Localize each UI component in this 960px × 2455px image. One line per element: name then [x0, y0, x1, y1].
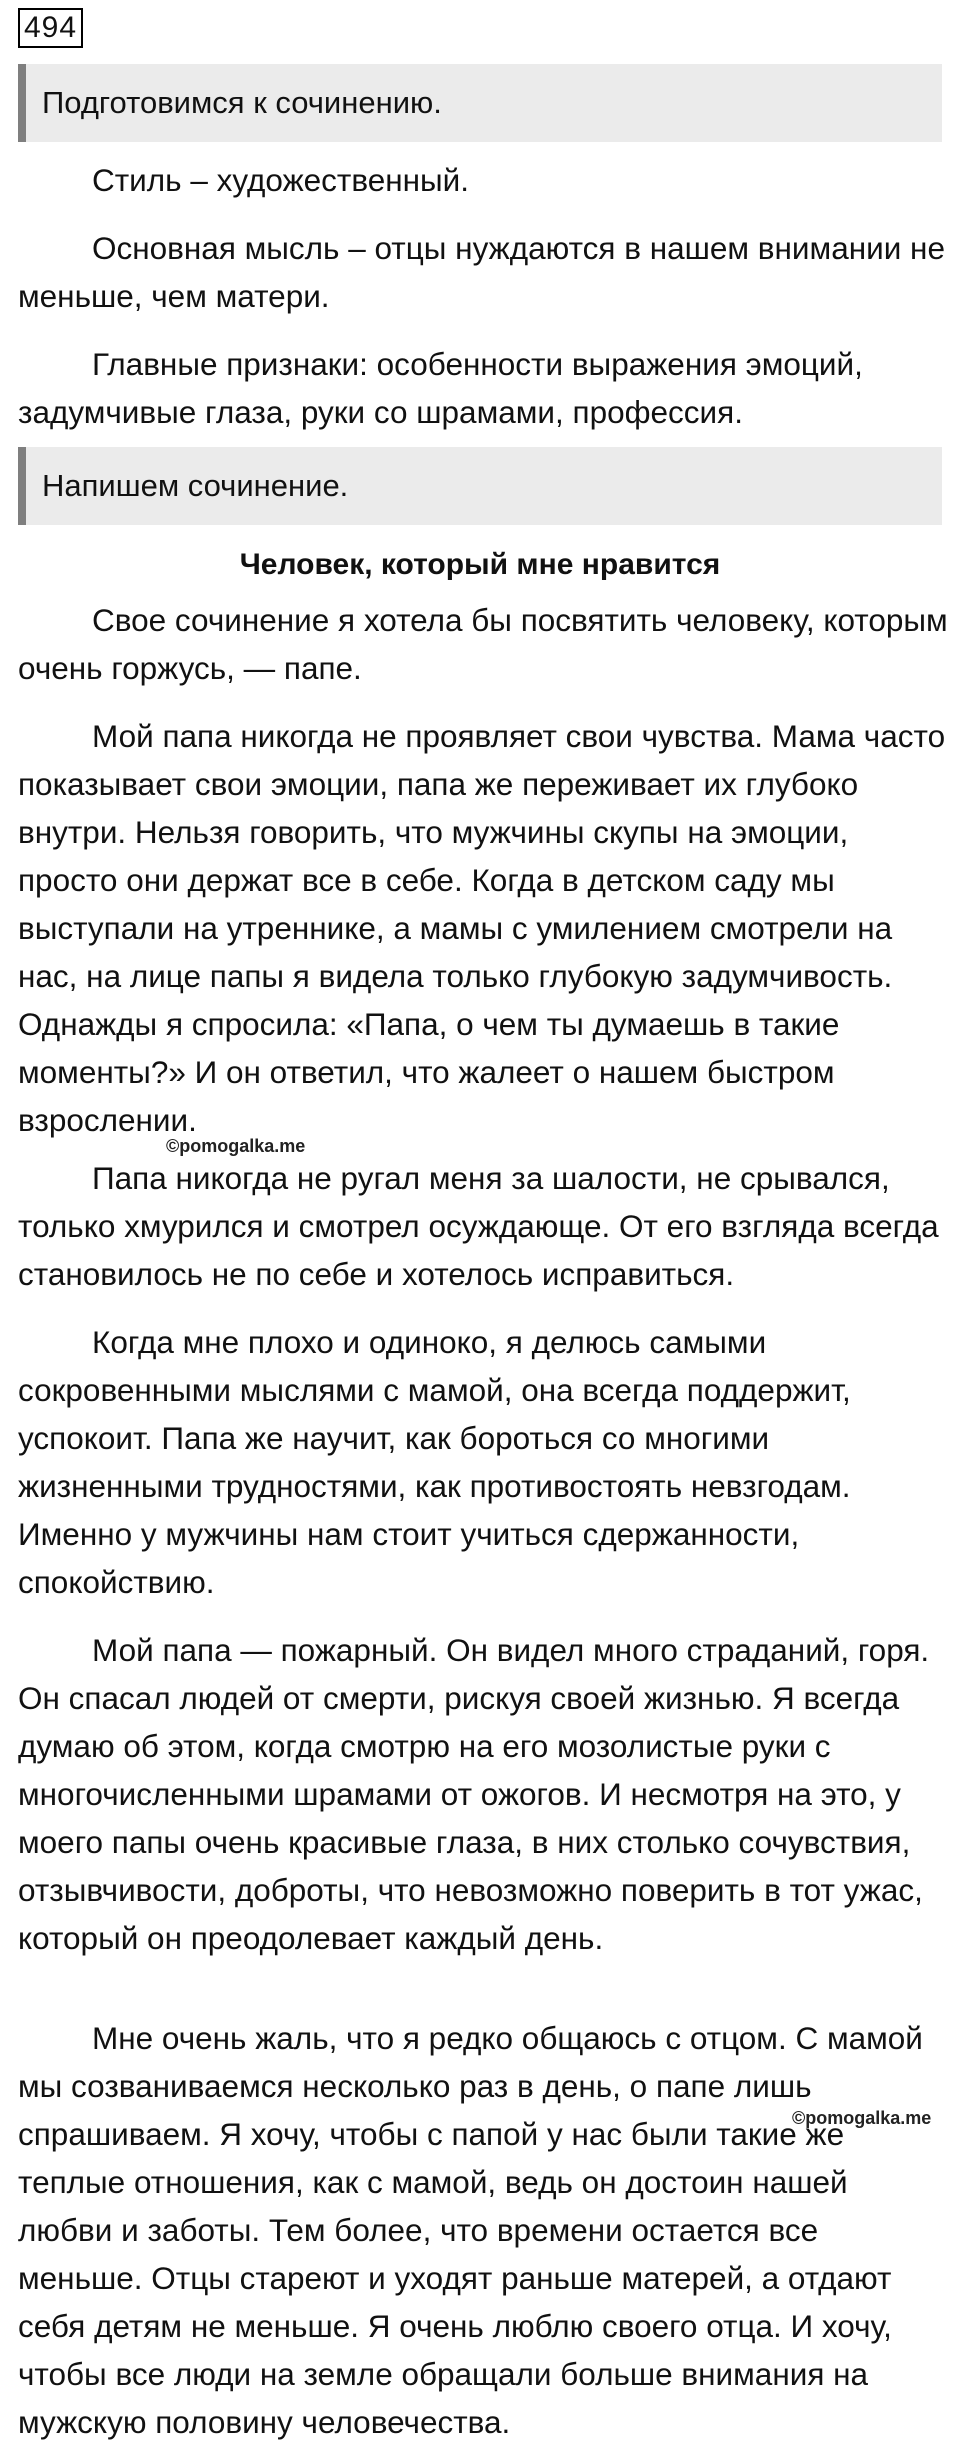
essay-paragraph-6: Мне очень жаль, что я редко общаюсь с отцом. С мамой мы созваниваемся несколько раз в день, о папе лишь спрашиваем. Я хочу, чтобы с папой у нас были такие же теплые отношения, как с мамой, ведь он достоин нашей любви и заботы. Тем более, что времени остается все меньше. Отцы стареют и уходят раньше матерей, а отдают себя детям не меньше. Я очень люблю своего отца. И хочу, чтобы все люди на земле обращали больше внимания на мужскую половину человечества.: [18, 2020, 923, 2440]
prep-style: Стиль – художественный.: [92, 162, 470, 198]
watermark-2: ©pomogalka.me: [792, 2108, 932, 2128]
essay-paragraph-1: Свое сочинение я хотела бы посвятить человеку, которым очень горжусь, — папе.: [18, 602, 948, 686]
essay-paragraph-2: Мой папа никогда не проявляет свои чувства. Мама часто показывает свои эмоции, папа же переживает их глубоко внутри. Нельзя говорить, что мужчины скупы на эмоции, просто они держат все в себе. Когда в детском саду мы выступали на утреннике, а мамы с умилением смотрели на нас, на лице папы я видела только глубокую задумчивость. Однажды я спросила: «Папа, о чем ты думаешь в такие моменты?» И он ответил, что жалеет о нашем быстром взрослении.: [18, 718, 946, 1138]
watermark-1: ©pomogalka.me: [166, 1136, 306, 1156]
exercise-number: 494: [18, 8, 83, 48]
prep-main-idea: Основная мысль – отцы нуждаются в нашем внимании не меньше, чем матери.: [18, 230, 945, 314]
essay-title: Человек, который мне нравится: [239, 548, 721, 581]
essay-paragraph-3: Папа никогда не ругал меня за шалости, не срывался, только хмурился и смотрел осуждающе. От его взгляда всегда становилось не по себе и хотелось исправиться.: [18, 1160, 939, 1292]
essay-paragraph-5: Мой папа — пожарный. Он видел много страданий, горя. Он спасал людей от смерти, рискуя своей жизнью. Я всегда думаю об этом, когда смотрю на его мозолистые руки с многочисленными шрамами от ожогов. И несмотря на это, у моего папы очень красивые глаза, в них столько сочувствия, отзывчивости, доброты, что невозможно поверить в тот ужас, который он преодолевает каждый день.: [18, 1632, 930, 1956]
essay-paragraph-4: Когда мне плохо и одиноко, я делюсь самыми сокровенными мыслями с мамой, она всегда поддержит, успокоит. Папа же научит, как бороться со многими жизненными трудностями, как противостоять невзгодам. Именно у мужчины нам стоит учиться сдержанности, спокойствию.: [18, 1324, 851, 1600]
prep-main-features: Главные признаки: особенности выражения эмоций, задумчивые глаза, руки со шрамами, профессия.: [18, 346, 863, 430]
section-header-write: Напишем сочинение.: [18, 447, 942, 525]
section-header-prepare: Подготовимся к сочинению.: [18, 64, 942, 142]
